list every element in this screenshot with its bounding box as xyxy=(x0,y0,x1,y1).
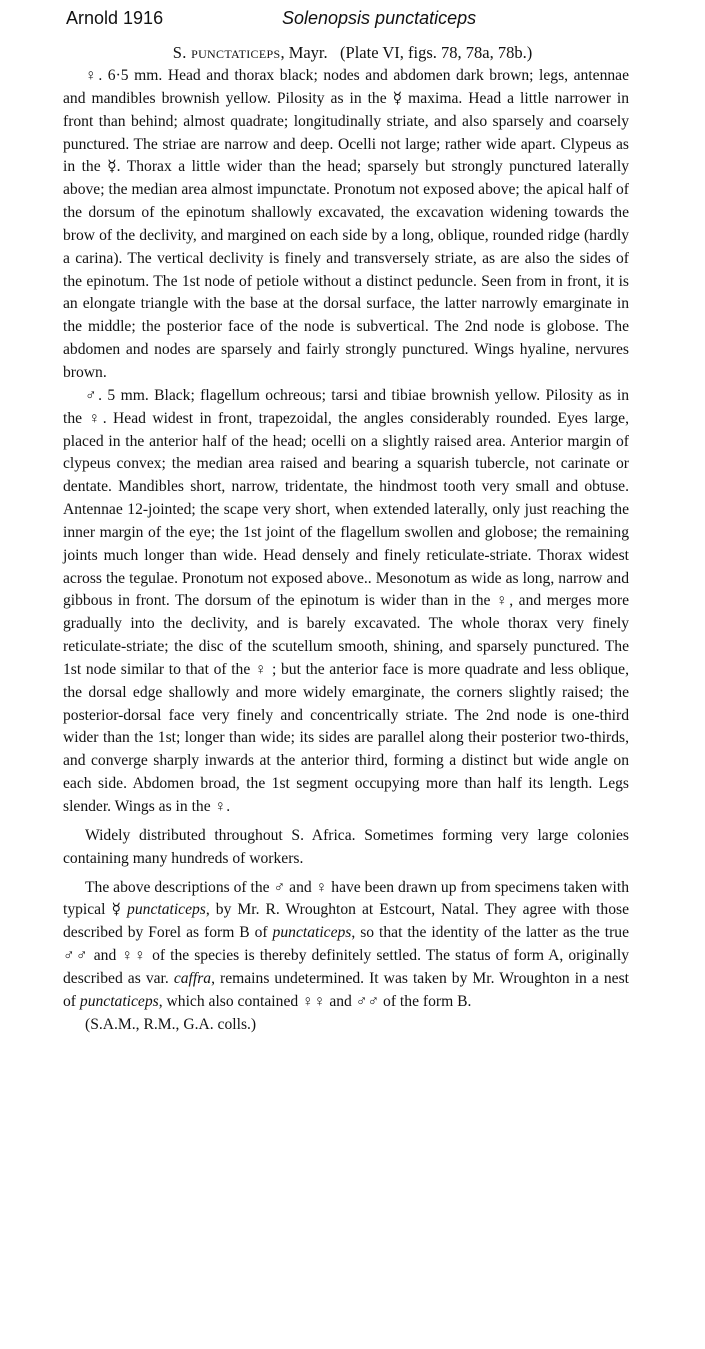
text-run: The above descriptions of the ♂ and ♀ have been drawn up from specimens taken with typical ☿ xyxy=(63,878,629,919)
text-run: ♀. 6·5 mm. Head and thorax black; nodes and abdomen dark brown; legs, antennae and mandibles brownish yellow. Pilosity as in the ☿ maxima. Head a little narrower in front than behind; almost quadrate; longitudinally striate, and also sparsely and coarsely punctured. The striae are narrow and deep. Ocelli not large; rather wide apart. Clypeus as in the ☿. Thorax a little wider than the head; sparsely but strongly punctured laterally above; the median area almost impunctate. Pronotum not exposed above; the apical half of the dorsum of the epinotum shallowly excavated, the excavation widening towards the brow of the declivity, and margined on each side by a long, oblique, rounded ridge (hardly a carina). The vertical declivity is finely and transversely striate, as are also the sides of the epinotum. The 1st node of petiole without a distinct peduncle. Seen from in front, it is an elongate triangle with the base at the dorsal surface, the latter narrowly emarginate in the middle; the posterior face of the node is subvertical. The 2nd node is globose. The abdomen and nodes are sparsely and fairly strongly punctured. Wings hyaline, nervures brown. xyxy=(63,67,629,381)
text-run: , which also contained ♀♀ and ♂♂ of the form B. xyxy=(158,992,472,1010)
species-author: , Mayr. xyxy=(280,43,328,62)
italic-term: punctaticeps xyxy=(127,901,206,919)
paragraph-female-description xyxy=(63,65,629,385)
text-run: (S.A.M., R.M., G.A. colls.) xyxy=(85,1015,257,1033)
plate-reference: (Plate VI, figs. 78, 78a, 78b.) xyxy=(340,43,533,62)
species-name: S. punctaticeps xyxy=(172,43,281,62)
paragraph-distribution xyxy=(63,825,629,871)
header-running-title: Solenopsis punctaticeps xyxy=(282,8,477,28)
text-run: Widely distributed throughout S. Africa. Sometimes forming very large colonies containing many hundreds of workers. xyxy=(63,826,629,867)
text-run: , by Mr. R. Wroughton at Estcourt, Natal. They agree with those described by Forel as form B of xyxy=(63,901,629,942)
paragraph-remarks xyxy=(63,877,629,1014)
italic-term: punctaticeps xyxy=(79,992,159,1010)
paragraph-collections xyxy=(63,1014,629,1037)
header-author-year: Arnold 1916 xyxy=(66,8,164,28)
species-heading xyxy=(0,42,705,64)
paragraph-male-description xyxy=(63,385,629,819)
text-run: , so that the identity of the latter as the true ♂♂ and ♀♀ of the species is thereby definitely settled. The status of form A, originally described as var. xyxy=(63,924,629,987)
italic-term: punctaticeps xyxy=(272,924,352,942)
running-header xyxy=(66,8,666,34)
body-text xyxy=(63,65,629,1036)
italic-term: caffra xyxy=(173,969,212,987)
text-run: , remains undetermined. It was taken by Mr. Wroughton in a nest of xyxy=(63,969,629,1010)
text-run: ♂. 5 mm. Black; flagellum ochreous; tarsi and tibiae brownish yellow. Pilosity as in the ♀. Head widest in front, trapezoidal, the angles considerably rounded. Eyes large, placed in the anterior half of the head; ocelli on a slightly raised area. Anterior margin of clypeus convex; the median area raised and bearing a squarish tubercle, not carinate or dentate. Mandibles short, narrow, tridentate, the hindmost tooth very small and obtuse. Antennae 12-jointed; the scape very short, when extended laterally, only just reaching the inner margin of the eye; the 1st joint of the flagellum swollen and globose; the remaining joints much longer than wide. Head densely and finely reticulate-striate. Thorax widest across the tegulae. Pronotum not exposed above.. Mesonotum as wide as long, narrow and gibbous in front. The dorsum of the epinotum is wider than in the ♀, and merges more gradually into the declivity, and is barely excavated. The whole thorax very finely reticulate-striate; the disc of the scutellum smooth, shining, and sparsely punctured. The 1st node similar to that of the ♀ ; but the anterior face is more quadrate and less oblique, the dorsal edge shallowly and more widely emarginate, the corners slightly raised; the posterior-dorsal face very finely and concentrically striate. The 2nd node is one-third wider than the 1st; longer than wide; its sides are parallel along their posterior two-thirds, and converge sharply inwards at the anterior third, forming a distinct but wide angle on each side. Abdomen broad, the 1st segment occupying more than half its length. Legs slender. Wings as in the ♀. xyxy=(63,386,629,815)
